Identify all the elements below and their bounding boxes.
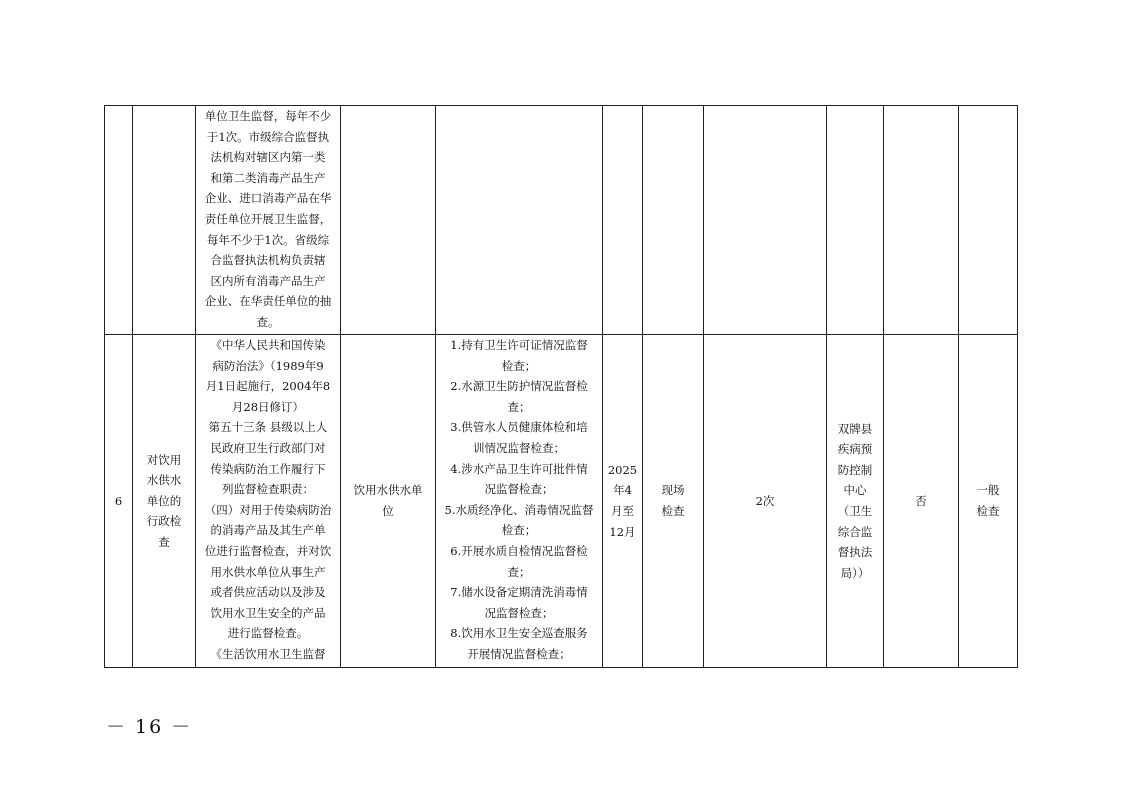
- item-name-cell: [133, 335, 196, 668]
- basis-line: 企业、进口消毒产品在华: [204, 191, 332, 206]
- content-line: 1.持有卫生许可证情况监督: [450, 338, 588, 352]
- basis-line: 《生活饮用水卫生监督: [210, 646, 326, 661]
- frequency-cell: [704, 106, 827, 335]
- object-line: 饮用水供水单: [353, 483, 423, 498]
- content-line: 训情况监督检查；: [473, 440, 565, 455]
- content-line: 检查；: [501, 523, 537, 538]
- agency-line: 督执法: [837, 545, 873, 560]
- joint-cell: [884, 106, 959, 335]
- basis-line: 每年不少于1次。省级综: [206, 232, 330, 247]
- basis-line: 于1次。市级综合监督执: [206, 129, 330, 144]
- basis-line: 的消毒产品及其生产单: [210, 523, 326, 538]
- basis-cell: [196, 106, 341, 335]
- time-cell: [603, 106, 643, 335]
- basis-line: 列监督检查职责：: [222, 482, 314, 497]
- agency-line: 疾病预: [837, 442, 873, 457]
- agency-line: （卫生: [837, 504, 873, 518]
- time-line: 月至: [611, 504, 634, 518]
- content-line: 检查；: [501, 358, 537, 373]
- basis-line: 饮用水卫生安全的产品: [210, 605, 326, 620]
- basis-line: 进行监督检查。: [227, 626, 309, 641]
- content-line: 3.供管水人员健康体检和培: [450, 420, 588, 435]
- table-row-6: [105, 335, 1018, 668]
- category-line: 检查: [976, 504, 1000, 518]
- category-cell: [959, 335, 1018, 668]
- basis-line: 区内所有消毒产品生产: [210, 273, 326, 288]
- method-cell: [643, 106, 704, 335]
- basis-line: （四）对用于传染病防治: [204, 502, 332, 517]
- item-name-line: 查: [158, 534, 170, 549]
- agency-cell: [827, 335, 884, 668]
- content-line: 2.水源卫生防护情况监督检: [450, 379, 588, 394]
- item-name-cell: [133, 106, 196, 335]
- row-number-cell: [105, 106, 133, 335]
- item-name-line: 水供水: [146, 473, 182, 488]
- content-line: 6.开展水质自检情况监督检: [450, 543, 588, 558]
- object-cell: [341, 335, 436, 668]
- basis-line: 单位卫生监督，每年不少: [204, 109, 332, 123]
- basis-line: 责任单位开展卫生监督，: [204, 211, 332, 226]
- basis-line: 位进行监督检查，并对饮: [204, 543, 332, 558]
- content-line: 况监督检查；: [484, 605, 554, 620]
- frequency-cell: 2次: [704, 335, 827, 668]
- agency-line: 防控制: [837, 462, 873, 477]
- time-line: 12月: [609, 524, 636, 539]
- content-cell: [436, 335, 603, 668]
- content-cell: [436, 106, 603, 335]
- method-line: 检查: [661, 504, 685, 518]
- item-name-line: 单位的: [146, 493, 182, 508]
- basis-cell: [196, 335, 341, 668]
- joint-cell: 否: [884, 335, 959, 668]
- content-line: 4.涉水产品卫生许可批件情: [450, 461, 588, 476]
- time-line: 2025: [607, 462, 638, 477]
- row-number-cell: 6: [105, 335, 133, 668]
- basis-line: 月28日修订）: [231, 399, 305, 414]
- basis-line: 和第二类消毒产品生产: [210, 170, 326, 185]
- basis-line: 月1日起施行，2004年8: [205, 379, 331, 394]
- object-cell: [341, 106, 436, 335]
- table-row-continued: [105, 106, 1018, 335]
- agency-line: 综合监: [837, 524, 873, 539]
- time-line: 年4: [613, 483, 632, 498]
- item-name-line: 行政检: [146, 514, 182, 529]
- content-line: 开展情况监督检查；: [467, 646, 571, 661]
- basis-line: 传染病防治工作履行下: [210, 461, 326, 476]
- category-line: 一般: [976, 483, 1000, 498]
- basis-line: 第五十三条 县级以上人: [208, 420, 328, 435]
- object-line: 位: [382, 504, 394, 518]
- time-cell: [603, 335, 643, 668]
- content-line: 8.饮用水卫生安全巡查服务: [450, 626, 588, 641]
- inspection-table: [104, 105, 1018, 668]
- content-line: 查；: [507, 564, 531, 579]
- basis-line: 《中华人民共和国传染: [210, 338, 326, 352]
- agency-line: 中心: [843, 483, 867, 498]
- basis-line: 查。: [256, 314, 280, 329]
- basis-line: 合监督执法机构负责辖: [210, 253, 326, 268]
- basis-line: 民政府卫生行政部门对: [210, 440, 326, 455]
- method-cell: [643, 335, 704, 668]
- item-name-line: 对饮用: [146, 452, 182, 467]
- content-line: 查；: [507, 399, 531, 414]
- agency-cell: [827, 106, 884, 335]
- basis-line: 企业、在华责任单位的抽: [204, 294, 332, 309]
- agency-line: 局））: [840, 565, 870, 580]
- basis-line: 法机构对辖区内第一类: [210, 150, 326, 165]
- basis-line: 或者供应活动以及涉及: [210, 585, 326, 600]
- page-number: － 16 －: [106, 716, 193, 738]
- content-line: 况监督检查；: [484, 482, 554, 497]
- agency-line: 双牌县: [837, 421, 873, 436]
- content-line: 5.水质经净化、消毒情况监督: [444, 502, 594, 517]
- category-cell: [959, 106, 1018, 335]
- content-line: 7.储水设备定期清洗消毒情: [450, 585, 588, 600]
- basis-line: 病防治法》（1989年9: [212, 358, 324, 373]
- method-line: 现场: [661, 483, 685, 498]
- basis-line: 用水供水单位从事生产: [210, 564, 326, 579]
